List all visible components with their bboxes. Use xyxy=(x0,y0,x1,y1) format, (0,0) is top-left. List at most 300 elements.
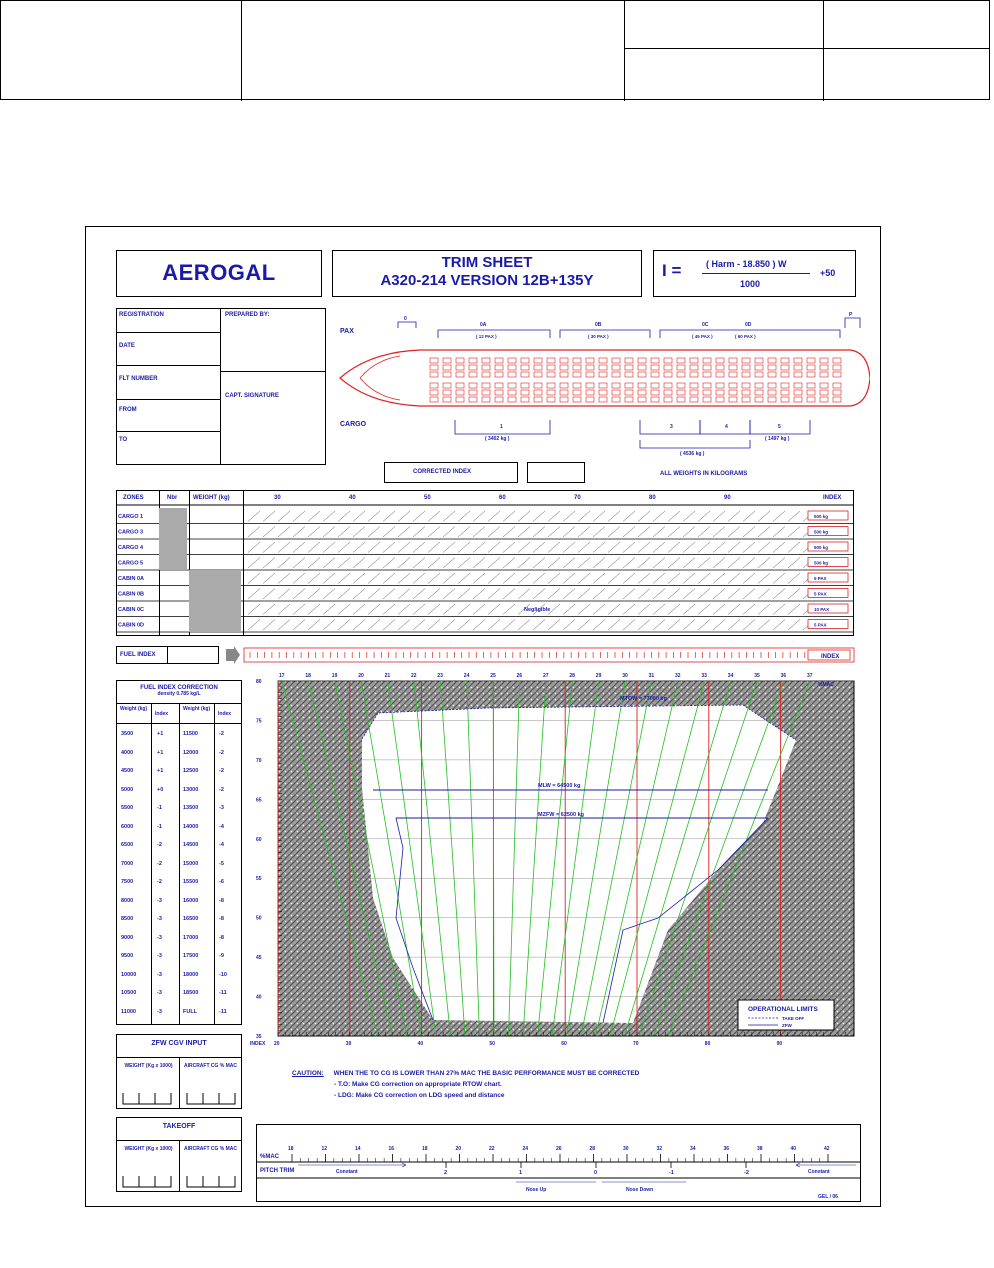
zone-name: CABIN 0B xyxy=(118,591,144,598)
trim-mac-tick: 28 xyxy=(589,1146,596,1152)
zone-guide-line xyxy=(278,542,290,553)
seat xyxy=(573,397,581,402)
zone-guide-line xyxy=(488,527,500,538)
zone-guide-line xyxy=(668,527,680,538)
seat xyxy=(690,358,698,363)
zone-guide-line xyxy=(398,573,410,584)
fuel-table-cell: -1 xyxy=(157,823,162,830)
mac-top-tick: 27 xyxy=(543,673,549,679)
mac-top-tick: 28 xyxy=(569,673,575,679)
zone-guide-line xyxy=(518,558,530,569)
seat xyxy=(703,383,711,388)
zfw-cg-input-box xyxy=(116,1034,242,1109)
seat xyxy=(599,383,607,388)
trim-mac-tick: 34 xyxy=(690,1146,696,1152)
op-limits-zfw: ZFW xyxy=(782,1023,792,1028)
zone-guide-line xyxy=(488,558,500,569)
zone-guide-line xyxy=(293,604,305,615)
seat xyxy=(794,358,802,363)
seat xyxy=(651,372,659,377)
seat xyxy=(534,397,542,402)
date-label: DATE xyxy=(119,343,135,349)
fuel-table-cell: -3 xyxy=(157,916,162,922)
prepared-by-label: PREPARED BY: xyxy=(225,312,270,318)
seat xyxy=(664,365,672,370)
zone-guide-line xyxy=(713,558,725,569)
zone-guide-line xyxy=(788,527,800,538)
hold-1-weight: ( 3402 kg ) xyxy=(485,436,510,442)
fuel-table-col xyxy=(214,703,215,1024)
zone-guide-line xyxy=(698,558,710,569)
info-line xyxy=(117,332,220,333)
trim-mac-tick: 18 xyxy=(288,1146,294,1152)
seat xyxy=(456,372,464,377)
zfw-entry-boxes[interactable] xyxy=(117,1091,241,1107)
zone-guide-line xyxy=(278,527,290,538)
zone-guide-line xyxy=(638,527,650,538)
negligible-note: Negligible xyxy=(524,607,551,613)
zone-guide-line xyxy=(653,589,665,600)
zone-name: CARGO 1 xyxy=(118,514,144,520)
fuel-table-cell: 5500 xyxy=(121,805,134,811)
zone-guide-line xyxy=(548,573,560,584)
zone-guide-line xyxy=(308,558,320,569)
zone-guide-line xyxy=(458,527,470,538)
zone-guide-line xyxy=(428,620,440,631)
zone-guide-line xyxy=(623,511,635,522)
registration-label: REGISTRATION xyxy=(119,312,164,318)
zone-guide-line xyxy=(668,589,680,600)
seat xyxy=(703,365,711,370)
zone-guide-line xyxy=(548,511,560,522)
fuel-table-cell: -8 xyxy=(219,897,224,904)
zone-tag-text: 500 kg xyxy=(814,529,829,535)
trim-mac-tick: 26 xyxy=(556,1146,562,1152)
seat xyxy=(495,365,503,370)
zone-guide-line xyxy=(578,573,590,584)
zone-guide-line xyxy=(458,558,470,569)
airline-logo: AEROGAL xyxy=(116,250,322,297)
seat xyxy=(703,390,711,395)
zone-guide-line xyxy=(608,589,620,600)
zone-name: CABIN 0D xyxy=(118,622,144,629)
zfw-weight-header: WEIGHT (Kg x 1000) xyxy=(124,1063,173,1069)
seat xyxy=(794,372,802,377)
zone-guide-line xyxy=(518,511,530,522)
zone-guide-line xyxy=(398,511,410,522)
weight-scale-label: 50 xyxy=(256,915,262,922)
zone-guide-line xyxy=(263,589,275,600)
zone-guide-line xyxy=(608,573,620,584)
seat xyxy=(443,365,451,370)
header-divider xyxy=(624,1,625,101)
zone-guide-line xyxy=(383,527,395,538)
seat xyxy=(807,365,815,370)
zone-guide-line xyxy=(293,589,305,600)
zone-guide-line xyxy=(383,573,395,584)
fuel-table-cell: 16500 xyxy=(183,916,199,922)
seat xyxy=(833,390,841,395)
fuel-table-cell: 14500 xyxy=(183,842,199,848)
fuel-index-divider xyxy=(167,647,168,663)
zone-guide-line xyxy=(713,589,725,600)
seat xyxy=(599,372,607,377)
fuel-arrow-icon xyxy=(226,646,240,664)
zone-guide-line xyxy=(713,511,725,522)
trim-mac-tick: 38 xyxy=(757,1146,763,1152)
zone-guide-line xyxy=(248,527,260,538)
mac-top-tick: 19 xyxy=(331,673,338,679)
zone-guide-line xyxy=(488,511,500,522)
seat xyxy=(573,358,581,363)
caution-note xyxy=(292,1068,639,1101)
zone-guide-line xyxy=(488,573,500,584)
zone-guide-line xyxy=(773,620,785,631)
zone-guide-line xyxy=(503,589,515,600)
seat xyxy=(729,372,737,377)
zone-guide-line xyxy=(713,604,725,615)
zone-guide-line xyxy=(323,511,335,522)
fuel-table-title: FUEL INDEX CORRECTION xyxy=(140,685,218,691)
seat xyxy=(716,390,724,395)
formula-bar xyxy=(702,273,810,274)
constant-left: Constant xyxy=(336,1169,358,1175)
fuel-table-cell: 17000 xyxy=(183,934,199,941)
zone-name: CARGO 4 xyxy=(118,545,144,551)
index-scale-label: 40 xyxy=(349,495,356,501)
zone-guide-line xyxy=(458,573,470,584)
zone-guide-line xyxy=(773,558,785,569)
zone-guide-line xyxy=(698,573,710,584)
seat xyxy=(638,365,646,370)
zone-guide-line xyxy=(503,511,515,522)
seat xyxy=(638,372,646,377)
zone-guide-line xyxy=(473,573,485,584)
section-p-label: P xyxy=(849,312,853,318)
zone-guide-line xyxy=(683,527,695,538)
seat xyxy=(534,372,542,377)
nose-up-label: Nose Up xyxy=(526,1187,547,1193)
flight-number-label: FLT NUMBER xyxy=(119,376,158,382)
pax-label: PAX xyxy=(340,328,354,335)
index-scale-label: 30 xyxy=(274,495,281,501)
zone-guide-line xyxy=(338,542,350,553)
mac-top-tick: 37 xyxy=(807,673,813,679)
seat xyxy=(742,383,750,388)
zone-guide-line xyxy=(503,542,515,553)
zone-guide-line xyxy=(383,511,395,522)
zone-guide-line xyxy=(518,620,530,631)
fuel-table-cell: FULL xyxy=(183,1008,198,1015)
to-label: TO xyxy=(119,437,128,443)
fuel-table-cell: 16000 xyxy=(183,897,199,904)
index-bottom-tick: 90 xyxy=(776,1041,783,1047)
fuel-table-cell: 14000 xyxy=(183,823,199,830)
fuel-table-cell: 13500 xyxy=(183,805,199,811)
seat xyxy=(482,358,490,363)
seat xyxy=(508,365,516,370)
zone-guide-line xyxy=(578,542,590,553)
weight-scale-label: 65 xyxy=(256,797,262,804)
seat xyxy=(755,358,763,363)
seat xyxy=(599,390,607,395)
mtow-label: MTOW = 77000 kg xyxy=(620,696,667,702)
zone-guide-line xyxy=(413,620,425,631)
seat xyxy=(469,365,477,370)
pitch-trim-label: PITCH TRIM xyxy=(260,1168,295,1174)
zone-guide-line xyxy=(503,527,515,538)
corrected-index-box xyxy=(384,462,518,483)
seat xyxy=(612,365,620,370)
zone-guide-line xyxy=(713,573,725,584)
seat xyxy=(547,383,555,388)
zone-guide-line xyxy=(338,558,350,569)
section-0-label: 0 xyxy=(404,316,407,322)
seat xyxy=(703,397,711,402)
mac-top-tick: 33 xyxy=(701,673,707,679)
fuel-table-cell: -9 xyxy=(219,953,224,959)
seat xyxy=(768,383,776,388)
zone-guide-line xyxy=(353,511,365,522)
seat xyxy=(690,365,698,370)
zone-guide-line xyxy=(698,527,710,538)
zone-guide-line xyxy=(758,527,770,538)
zone-guide-line xyxy=(503,558,515,569)
seat xyxy=(651,397,659,402)
fuel-table-cell: 17500 xyxy=(183,953,199,959)
zone-guide-line xyxy=(518,542,530,553)
zone-guide-line xyxy=(653,527,665,538)
zone-guide-line xyxy=(533,589,545,600)
fuel-table-cell: 9000 xyxy=(121,934,134,941)
zone-guide-line xyxy=(518,573,530,584)
seat xyxy=(729,390,737,395)
seat xyxy=(781,358,789,363)
zone-tag-text: 10 PAX xyxy=(814,607,830,612)
seat xyxy=(612,372,620,377)
seat xyxy=(612,358,620,363)
zone-guide-line xyxy=(608,542,620,553)
seat xyxy=(482,372,490,377)
seat xyxy=(469,390,477,395)
seat xyxy=(677,358,685,363)
zone-guide-line xyxy=(278,573,290,584)
zone-guide-line xyxy=(383,620,395,631)
mac-top-tick: 31 xyxy=(648,673,655,679)
mlw-label: MLW = 64500 kg xyxy=(538,783,581,789)
fuel-table-cell: -3 xyxy=(157,990,162,996)
seat xyxy=(651,383,659,388)
zone-guide-line xyxy=(293,620,305,631)
zone-guide-line xyxy=(548,589,560,600)
zone-guide-line xyxy=(383,558,395,569)
zone-guide-line xyxy=(668,604,680,615)
zone-guide-line xyxy=(338,620,350,631)
seat xyxy=(573,383,581,388)
zone-guide-line xyxy=(473,620,485,631)
header-divider xyxy=(823,1,824,101)
zone-guide-line xyxy=(503,604,515,615)
seat xyxy=(755,365,763,370)
pitch-trim-tick: 2 xyxy=(444,1170,448,1176)
seat xyxy=(534,383,542,388)
sheet-title xyxy=(332,250,642,297)
zone-guide-line xyxy=(383,604,395,615)
seat xyxy=(560,397,568,402)
seat xyxy=(742,372,750,377)
zone-guide-line xyxy=(308,573,320,584)
mac-top-tick: 22 xyxy=(411,673,417,679)
fuel-table-cell: -2 xyxy=(157,860,162,867)
fuel-table-cell: -6 xyxy=(219,879,224,885)
index-scale-label: 90 xyxy=(724,495,731,501)
seat xyxy=(820,383,828,388)
mac-top-tick: 23 xyxy=(437,673,443,679)
zone-guide-line xyxy=(563,542,575,553)
header-divider xyxy=(241,1,242,101)
seat xyxy=(560,383,568,388)
seat xyxy=(443,383,451,388)
fuel-table-cell: -3 xyxy=(157,953,162,959)
zone-guide-line xyxy=(413,542,425,553)
index-bottom-tick: 20 xyxy=(274,1041,280,1047)
seat xyxy=(781,397,789,402)
zone-guide-line xyxy=(563,604,575,615)
seat xyxy=(586,383,594,388)
zone-guide-line xyxy=(458,589,470,600)
zone-guide-line xyxy=(458,620,470,631)
fuel-index-box xyxy=(116,646,219,664)
zone-guide-line xyxy=(593,589,605,600)
corrected-index-value[interactable] xyxy=(527,462,585,483)
corrected-index-label: CORRECTED INDEX xyxy=(413,469,472,475)
zone-guide-line xyxy=(398,589,410,600)
seat xyxy=(495,358,503,363)
fuel-index-scale xyxy=(224,646,856,664)
zone-guide-line xyxy=(743,589,755,600)
trim-mac-label: %MAC xyxy=(260,1154,279,1160)
caution-label: CAUTION: xyxy=(292,1070,324,1077)
zone-guide-line xyxy=(263,527,275,538)
seat xyxy=(768,397,776,402)
seat xyxy=(794,365,802,370)
zones-scale-graphic xyxy=(116,490,854,636)
seat xyxy=(833,383,841,388)
zone-guide-line xyxy=(773,527,785,538)
zone-guide-line xyxy=(443,604,455,615)
zone-guide-line xyxy=(593,558,605,569)
fuel-table-cell: -3 xyxy=(157,971,162,978)
seat xyxy=(794,390,802,395)
weight-scale-label: 75 xyxy=(256,718,262,725)
zone-guide-line xyxy=(473,558,485,569)
zone-guide-line xyxy=(623,558,635,569)
zone-guide-line xyxy=(743,604,755,615)
zone-guide-line xyxy=(278,604,290,615)
zone-guide-line xyxy=(623,542,635,553)
zone-guide-line xyxy=(368,589,380,600)
zone-guide-line xyxy=(638,542,650,553)
zone-guide-line xyxy=(608,558,620,569)
seat xyxy=(807,358,815,363)
zone-guide-line xyxy=(248,511,260,522)
zone-guide-line xyxy=(533,573,545,584)
seat xyxy=(716,365,724,370)
seat xyxy=(807,390,815,395)
fuel-table-cell: 9500 xyxy=(121,953,134,959)
mac-top-tick: 34 xyxy=(727,673,734,679)
seat xyxy=(560,358,568,363)
mac-top-tick: 29 xyxy=(595,673,602,679)
seat xyxy=(495,372,503,377)
seat xyxy=(729,358,737,363)
seat xyxy=(521,365,529,370)
seat xyxy=(703,358,711,363)
seat xyxy=(664,383,672,388)
zone-guide-line xyxy=(638,573,650,584)
zone-guide-line xyxy=(398,542,410,553)
seat xyxy=(625,390,633,395)
zone-guide-line xyxy=(488,620,500,631)
seat xyxy=(651,365,659,370)
hold-34-weight: ( 4536 kg ) xyxy=(680,451,705,457)
zone-guide-line xyxy=(683,542,695,553)
zone-guide-line xyxy=(503,573,515,584)
seat xyxy=(716,397,724,402)
takeoff-entry-boxes[interactable] xyxy=(117,1174,241,1190)
zone-guide-line xyxy=(758,542,770,553)
seat xyxy=(612,397,620,402)
zone-guide-line xyxy=(593,604,605,615)
weight-shaded xyxy=(189,570,241,586)
zone-guide-line xyxy=(533,542,545,553)
zone-guide-line xyxy=(308,511,320,522)
zone-guide-line xyxy=(623,589,635,600)
zone-guide-line xyxy=(788,558,800,569)
zone-guide-line xyxy=(458,604,470,615)
trim-mac-tick: 42 xyxy=(824,1146,830,1152)
mac-top-tick: 20 xyxy=(358,673,364,679)
fuel-col-header: Index xyxy=(155,711,169,717)
weight-scale-label: 70 xyxy=(256,757,262,764)
fuel-table-cell: -1 xyxy=(157,805,162,811)
zone-guide-line xyxy=(773,573,785,584)
seat xyxy=(612,390,620,395)
zone-guide-line xyxy=(683,558,695,569)
zone-guide-line xyxy=(293,573,305,584)
formula-numerator: ( Harm - 18.850 ) W xyxy=(706,259,787,269)
seat xyxy=(755,390,763,395)
fuel-table-cell: -2 xyxy=(219,731,224,737)
zone-guide-line xyxy=(698,589,710,600)
zone-guide-line xyxy=(683,573,695,584)
zone-guide-line xyxy=(473,604,485,615)
seat xyxy=(482,397,490,402)
pitch-trim-tick: -2 xyxy=(744,1170,749,1176)
seat xyxy=(690,390,698,395)
fuel-table-cell: 8000 xyxy=(121,897,134,904)
zone-guide-line xyxy=(593,573,605,584)
zone-guide-line xyxy=(548,542,560,553)
seat xyxy=(521,358,529,363)
zone-tag-text: 5 PAX xyxy=(814,576,827,581)
zone-guide-line xyxy=(398,604,410,615)
zone-guide-line xyxy=(608,604,620,615)
zone-guide-line xyxy=(323,558,335,569)
seat xyxy=(820,397,828,402)
info-line xyxy=(117,365,220,366)
aircraft-seat-map xyxy=(330,308,870,468)
